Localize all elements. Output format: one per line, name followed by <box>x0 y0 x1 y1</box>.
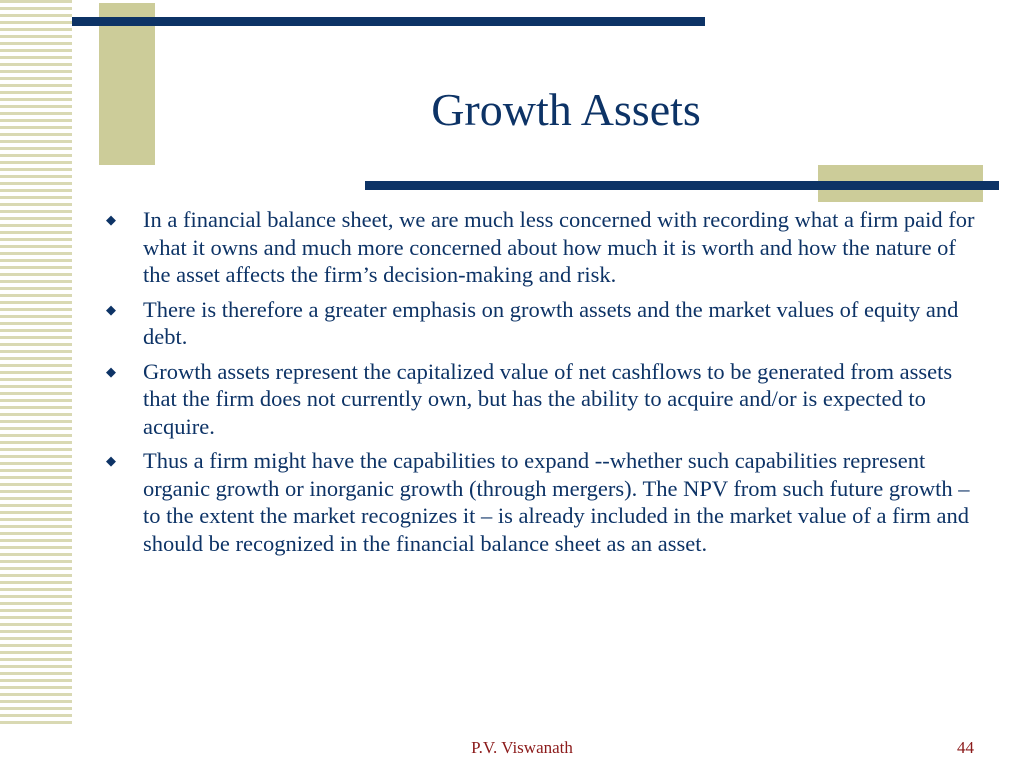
diamond-bullet-icon: ◆ <box>106 363 116 379</box>
decorative-stripes <box>0 0 72 728</box>
bullet-item <box>100 447 980 557</box>
footer-author: P.V. Viswanath <box>471 738 573 757</box>
page-number: 44 <box>957 738 974 757</box>
diamond-bullet-icon: ◆ <box>106 212 116 227</box>
diamond-bullet-icon: ◆ <box>106 301 116 317</box>
decorative-line-mid <box>365 181 999 190</box>
decorative-block-top <box>99 3 155 165</box>
bullet-text: There is therefore a greater emphasis on growth assets and the market values of equity and debt. <box>143 296 959 349</box>
bullet-item <box>100 206 980 289</box>
bullet-text: Thus a firm might have the capabilities to expand --whether such capabilities represent organic growth or inorganic growth (through mergers). The NPV from such future growth – to the extent the market recognizes it – is already included in the market value of a firm and should be recognized in the financial balance sheet as an asset. <box>143 448 970 556</box>
bullet-item <box>100 358 980 441</box>
bullet-text: In a financial balance sheet, we are much less concerned with recording what a firm paid for what it owns and much more concerned about how much it is worth and how the nature of the asset affects the firm’s decision-making and risk. <box>143 207 975 287</box>
bullet-text: Growth assets represent the capitalized value of net cashflows to be generated from assets that the firm does not currently own, but has the ability to acquire and/or is expected to acquire. <box>143 358 953 439</box>
bullet-list <box>100 206 980 564</box>
decorative-line-top <box>72 17 705 26</box>
diamond-bullet-icon: ◆ <box>106 453 116 468</box>
slide-title: Growth Assets <box>431 84 701 135</box>
bullet-item <box>100 296 980 351</box>
